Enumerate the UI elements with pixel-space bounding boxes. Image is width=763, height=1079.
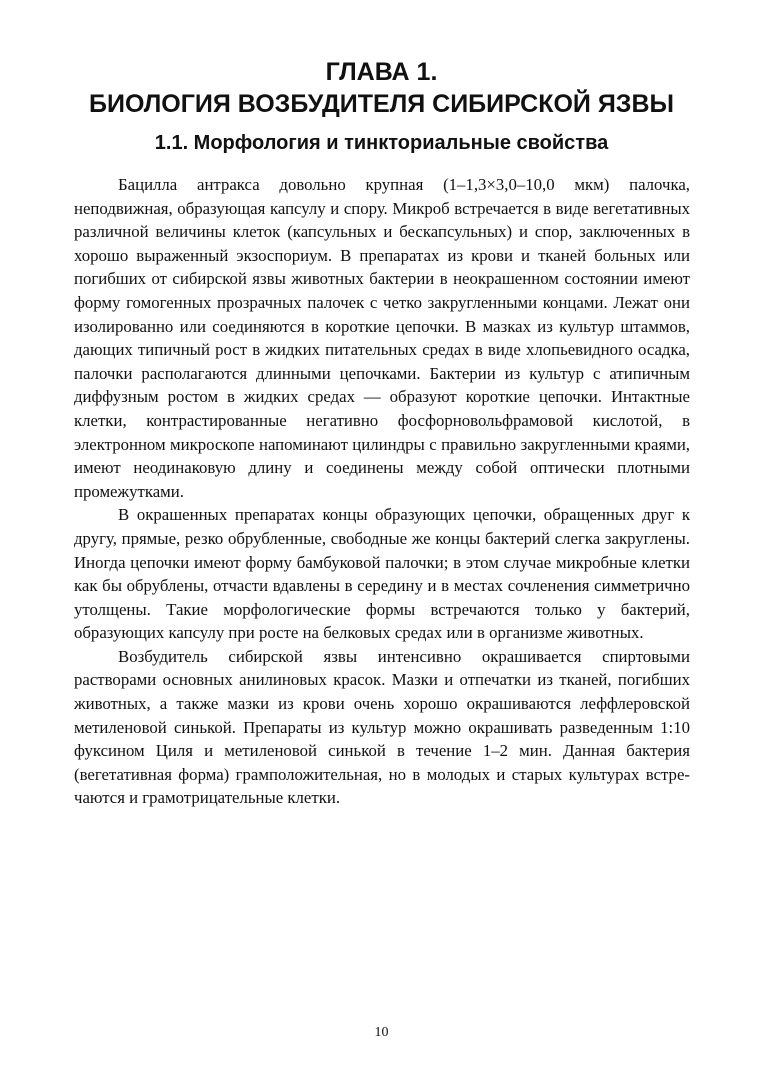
section-title: 1.1. Морфология и тинкториальные свойства (154, 132, 609, 154)
paragraph-stained-preparations: В окрашенных препаратах концы образующих цепочки, обращенных друг к другу, прямые, резко обрубленные, свободные же концы бактерий слегка закруглены. Иногда цепочки имеют форму бамбуковой палочки; в этом случае микробные клетки как бы обрублены, отчасти вдавлены в середину и в местах сочленения симметрично утолщены. Такие морфологические формы встречаются только у бактерий, образующих капсулу при росте на белковых средах или в организме животных. (74, 505, 690, 643)
page-number: 10 (374, 1025, 389, 1040)
chapter-title (0, 56, 763, 120)
paragraph-morphology: Бацилла антракса довольно крупная (1–1,3×3,0–10,0 мкм) палочка, неподвижная, образующая капсулу и спору. Микроб встречается в виде вегетативных различной величины клеток (капсульных и бескапсульных) и спор, заключенных в хорошо выраженный экзоспориум. В препаратах из крови и тканей больных или погибших от сибирской язвы животных бактерии в неокрашенном состоянии имеют форму гомогенных прозрачных палочек с четко закругленными концами. Лежат они изолированно или соединяются в короткие цепочки. В мазках из культур штаммов, дающих типичный рост в жидких питательных средах в виде хлопьевидного осадка, палочки располагаются длинными цепочками. Бактерии из культур с атипичным диффузным ростом в жидких средах — образуют короткие цепочки. Интактные клетки, контрастированные негативно фосфорновольфрамовой кислотой, в электронном микроскопе напоминают цилиндры с правильно закругленными краями, имеют неодинаковую длину и соединены между собой оптически плотными промежутками. (74, 175, 690, 501)
chapter-number: ГЛАВА 1. (325, 58, 438, 86)
paragraph-staining: Возбудитель сибирской язвы интенсивно окрашивается спиртовыми растворами основных анилиновых красок. Мазки и отпечатки из тканей, погибших животных, а также мазки из крови очень хорошо окрашиваются леффлеровской метиленовой синькой. Препараты из культур можно окрашивать разведенным 1:10 фуксином Циля и метиленовой синькой в течение 1–2 мин. Данная бактерия (вегетативная форма) грамположительная, но в молодых и старых культурах встречаются и грамотрицательные клетки. (74, 646, 690, 808)
body-text (74, 173, 690, 810)
chapter-name: БИОЛОГИЯ ВОЗБУДИТЕЛЯ СИБИРСКОЙ ЯЗВЫ (89, 90, 674, 118)
